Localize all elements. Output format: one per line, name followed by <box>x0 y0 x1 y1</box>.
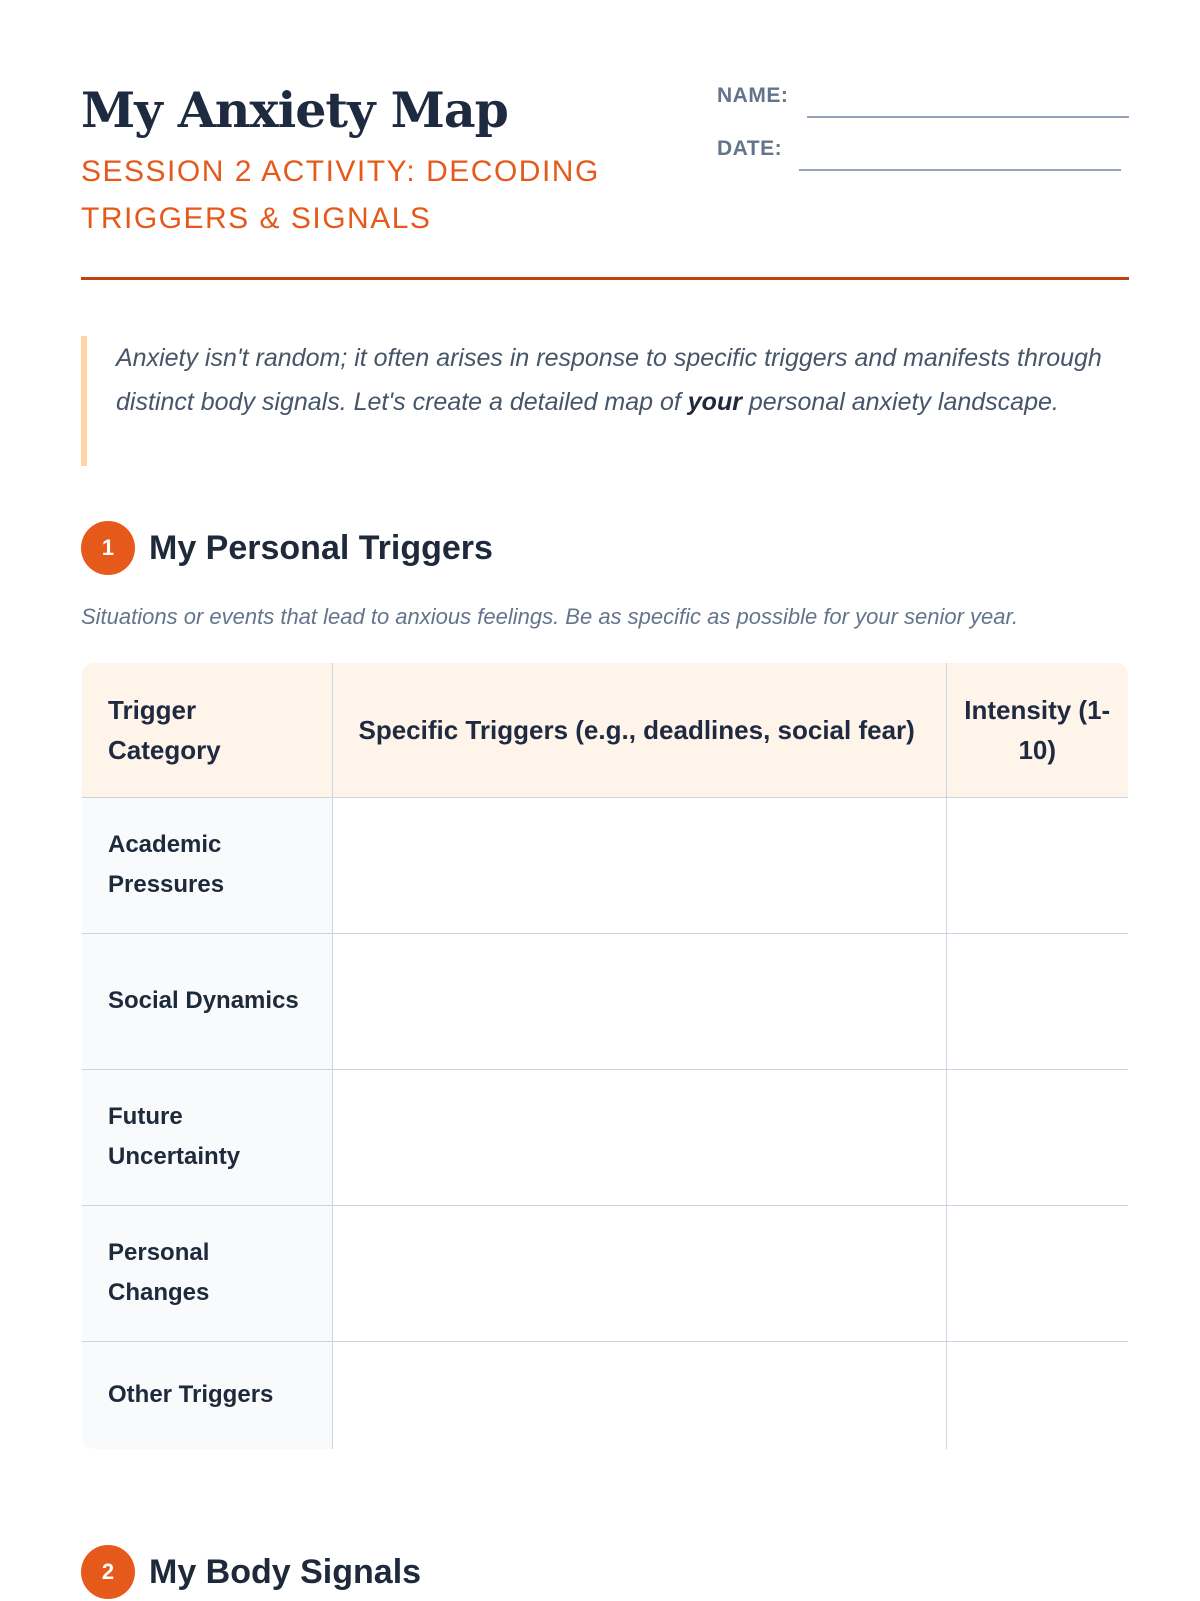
name-label: NAME: <box>717 84 789 107</box>
specific-triggers-cell[interactable] <box>332 797 946 933</box>
section-body-signals-heading <box>81 1545 1129 1601</box>
intensity-cell[interactable] <box>946 1205 1128 1341</box>
header-divider <box>81 277 1129 280</box>
intensity-cell[interactable] <box>946 797 1128 933</box>
category-cell: Other Triggers <box>82 1341 332 1449</box>
section-description: Situations or events that lead to anxious feelings. Be as specific as possible for your senior year. <box>81 604 1019 629</box>
intro-text <box>116 336 1126 424</box>
category-cell: Future Uncertainty <box>82 1069 332 1205</box>
table-row <box>82 1205 1128 1341</box>
category-cell: Academic Pressures <box>82 797 332 933</box>
page-title: My Anxiety Map <box>81 81 508 139</box>
category-cell: Social Dynamics <box>82 933 332 1069</box>
name-line[interactable] <box>807 116 1129 118</box>
specific-triggers-cell[interactable] <box>332 1341 946 1449</box>
intro-text-part1: Anxiety isn't random; it often arises in response to specific triggers and manifests through distinct body signals. Let's create a detailed map of <box>116 344 1102 416</box>
column-header-specific: Specific Triggers (e.g., deadlines, social fear) <box>332 663 946 797</box>
page-subtitle: SESSION 2 ACTIVITY: DECODING TRIGGERS & SIGNALS <box>81 155 600 235</box>
name-field[interactable] <box>717 84 1129 137</box>
table-row <box>82 933 1128 1069</box>
category-cell: Personal Changes <box>82 1205 332 1341</box>
section-number-badge: 1 <box>81 521 135 575</box>
column-header-category: Trigger Category <box>82 663 332 797</box>
intro-callout <box>81 336 1135 466</box>
student-fields <box>717 84 1129 190</box>
intensity-cell[interactable] <box>946 1341 1128 1449</box>
intro-emphasis: your <box>687 388 742 416</box>
specific-triggers-cell[interactable] <box>332 1205 946 1341</box>
section-number-badge: 2 <box>81 1545 135 1599</box>
section-title: My Body Signals <box>149 1553 422 1591</box>
table-row <box>82 797 1128 933</box>
intro-text-part2: personal anxiety landscape. <box>741 388 1059 416</box>
table-row <box>82 1341 1128 1449</box>
specific-triggers-cell[interactable] <box>332 1069 946 1205</box>
column-header-intensity: Intensity (1-10) <box>946 663 1128 797</box>
date-line[interactable] <box>799 169 1121 171</box>
intensity-cell[interactable] <box>946 933 1128 1069</box>
table-row <box>82 1069 1128 1205</box>
table-header-row <box>82 663 1128 797</box>
date-field[interactable] <box>717 137 1129 190</box>
section-title: My Personal Triggers <box>149 529 493 567</box>
triggers-table <box>82 663 1128 1449</box>
section-triggers-heading <box>81 521 1129 577</box>
worksheet-header <box>81 78 1129 278</box>
specific-triggers-cell[interactable] <box>332 933 946 1069</box>
intensity-cell[interactable] <box>946 1069 1128 1205</box>
date-label: DATE: <box>717 137 783 160</box>
